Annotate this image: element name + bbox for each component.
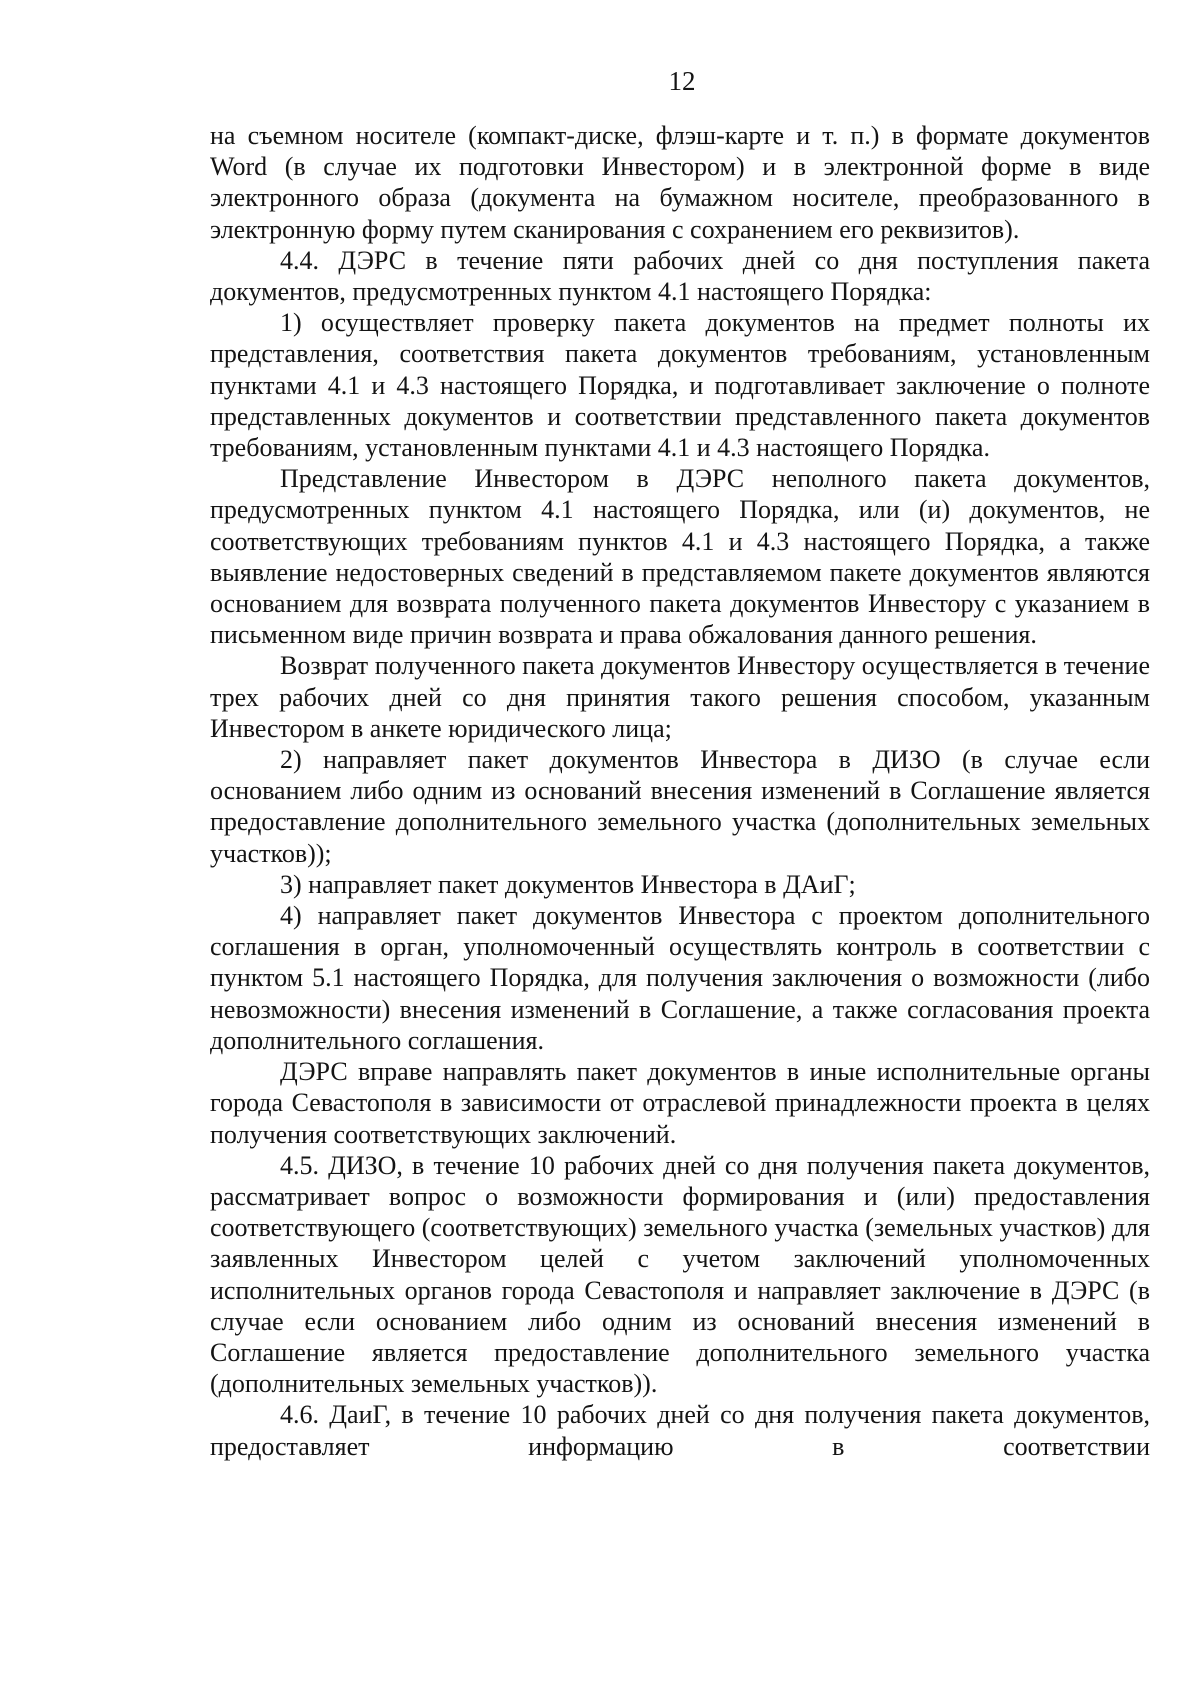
paragraph-4-4-item-1: 1) осуществляет проверку пакета документов на предмет полноты их представления, соответствия пакета документов требованиям, установленным пунктами 4.1 и 4.3 настоящего Порядка, и подготавливает заключение о полноте представленных документов и соответствии представленного пакета документов требованиям, установленным пунктами 4.1 и 4.3 настоящего Порядка. [210, 308, 1150, 463]
paragraph-continuation: на съемном носителе (компакт-диске, флэш-карте и т. п.) в формате документов Word (в случае их подготовки Инвестором) и в электронной форме в виде электронного образа (документа на бумажном носителе, преобразованного в электронную форму путем сканирования с сохранением его реквизитов). [210, 121, 1150, 244]
paragraph-4-4-item-3: 3) направляет пакет документов Инвестора в ДАиГ; [280, 869, 856, 899]
paragraph-4-4-item-2: 2) направляет пакет документов Инвестора в ДИЗО (в случае если основанием либо одним из оснований внесения изменений в Соглашение является предоставление дополнительного земельного участка (дополнительных земельных участков)); [210, 745, 1150, 868]
document-body [210, 120, 1150, 1462]
paragraph-return-package: Возврат полученного пакета документов Инвестору осуществляется в течение трех рабочих дней со дня принятия такого решения способом, указанным Инвестором в анкете юридического лица; [210, 651, 1150, 743]
paragraph-4-6: 4.6. ДаиГ, в течение 10 рабочих дней со дня получения пакета документов, предоставляет информацию в соответствии [210, 1400, 1150, 1461]
page-number: 12 [668, 66, 696, 96]
paragraph-incomplete-package: Представление Инвестором в ДЭРС неполного пакета документов, предусмотренных пунктом 4.1 настоящего Порядка, или (и) документов, не соответствующих требованиям пунктов 4.1 и 4.3 настоящего Порядка, а также выявление недостоверных сведений в представляемом пакете документов являются основанием для возврата полученного пакета документов Инвестору с указанием в письменном виде причин возврата и права обжалования данного решения. [210, 464, 1150, 650]
paragraph-4-5: 4.5. ДИЗО, в течение 10 рабочих дней со дня получения пакета документов, рассматривает вопрос о возможности формирования и (или) предоставления соответствующего (соответствующих) земельного участка (земельных участков) для заявленных Инвестором целей с учетом заключений уполномоченных исполнительных органов города Севастополя и направляет заключение в ДЭРС (в случае если основанием либо одним из оснований внесения изменений в Соглашение является предоставление дополнительного земельного участка (дополнительных земельных участков)). [210, 1150, 1150, 1399]
paragraph-4-4-item-4: 4) направляет пакет документов Инвестора с проектом дополнительного соглашения в орган, уполномоченный осуществлять контроль в соответствии с пунктом 5.1 настоящего Порядка, для получения заключения о возможности (либо невозможности) внесения изменений в Соглашение, а также согласования проекта дополнительного соглашения. [210, 901, 1150, 1055]
paragraph-ders-other-bodies: ДЭРС вправе направлять пакет документов в иные исполнительные органы города Севастополя в зависимости от отраслевой принадлежности проекта в целях получения соответствующих заключений. [210, 1057, 1150, 1149]
paragraph-4-4: 4.4. ДЭРС в течение пяти рабочих дней со дня поступления пакета документов, предусмотренных пунктом 4.1 настоящего Порядка: [210, 245, 1150, 307]
